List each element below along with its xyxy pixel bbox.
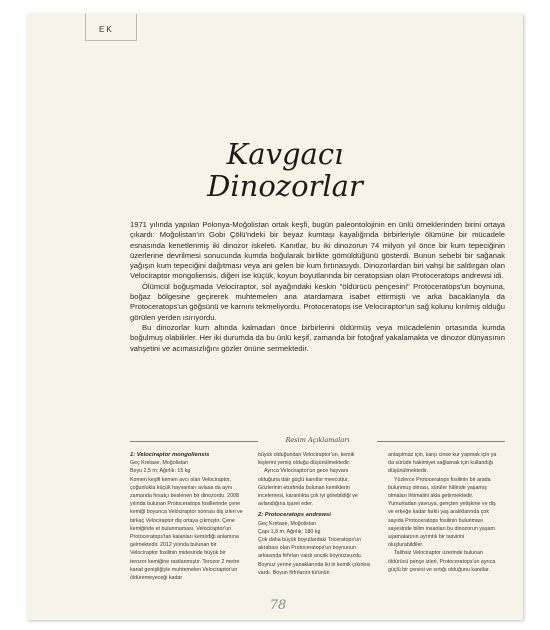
divider-line-left (130, 441, 258, 442)
divider-line-right (377, 441, 505, 442)
caption-line: Talihsiz Velociraptor üzerinde bulunan öldürücü pençe izleri, Protoceratops'un ayrıca güçlü bir çenesi ve sırtığı olduğunu kanıtlar. (388, 550, 496, 573)
caption-line: Boyu 2,5 m; Ağırlık: 15 kg (130, 468, 191, 475)
caption-line: Komen keşifi kemen avcı olan Velociraptor, çoğunlukla küçük hayvanları avlasa da aynı zamanda fırsatçı beslenen bir dinozordu. 2008 yılında bulunan Protoceratops fosillerinde çene kemiği boyunca Velociraptor sonrası diş izleri ve birkaç Velociraptor diş ortaya çıkmıştır. Çene kemiğinde et bulunmaması, Velociraptor'un Protoceratops'tan kalanları kemirdiği anlamına gelmektedir. 2012 yılında bulunan bir Velociraptor fosilinin midesinde büyük bir terozor kemiğine rastlanmıştır. Terozor 2 metre kanat genişliğiyle muhtemelen Velociraptor'un öldüremeyeceği kadar (130, 476, 243, 582)
caption-line: anlaşılmaz için, karşı cinse kur yapmak için ya da sürüde hakimiyet sağlamak için kullandığı düşünülmektedir. (388, 452, 497, 475)
intro-paragraph-3: Bu dinozorlar kum altında kalmadan önce birbirlerini öldürmüş veya mücadelenin ortasında kumda boğulmuş olabilirler. Her iki durumda da bu ünlü keşif, zamanda bir fotoğraf yakalamakta ve dinozor dünyasının vahşetini ve acımasızlığını gözler önüne sermektedir. (130, 322, 505, 353)
page-number: 78 (269, 598, 287, 613)
caption-column-3 (388, 451, 501, 574)
caption-line: Çok daha büyük boyutlardaki Triceratops'un akrabası olan Protoceratops'un boynunun arkasında firfırları vardı ancak boynuzsuzdu. Boynuz yerine yanaklarında iki iri kemik çıkıntısı vardı. Boyun firfırlarını türünün (258, 537, 371, 576)
caption-line: büyük olduğundan Velociraptor'un, kemik leşlerini yemiş olduğu düşünülmektedir. (258, 452, 355, 467)
captions-heading: Resim Açıklamaları (285, 436, 350, 444)
caption-line: Geç Kretase, Moğolistan (258, 520, 316, 527)
caption-line: Ayrıca Velociraptor'un gece hayvanı olduğuna dair güçlü kanıtlar mevcuttur. Gözlerinin etrafında bulunan kemiklerin incelemesi, karanlıkta çok iyi görebildiği ve avlandığına işaret eder. (258, 468, 358, 508)
captions-divider (130, 436, 505, 446)
caption-column-1 (130, 451, 243, 582)
title-line-2: Dinozorlar (207, 169, 363, 203)
intro-text (130, 220, 505, 354)
caption-line: Geç Kretase, Moğolistan (130, 460, 188, 467)
caption-line: Yüzlerce Protoceratops fosilinin bir arada bulunmuş olması, sürüler hâlinde yaşamış olmaları ihtimalini akla getirmektedir. Yumurtadan yavruya, gençten yetişkine ve diş ve erkeğe kadar farklı yaş aralıklarında çok sayıda Protoceratops fosilinin bulunması sayesinde bilim insanları bu dinozorun yaşam aşamalarının ayrıntılı bir tasvirini oluşturabildiler. (388, 476, 496, 549)
title-line-1: Kavgacı (226, 137, 344, 171)
section-tab-label: EK (99, 25, 114, 34)
intro-paragraph-1: 1971 yılında yapılan Polonya-Moğolistan ortak keşfi, bugün paleontolojinin en ünlü örneklerinden birini ortaya çıkardı: Moğolistan'ın Gobi Çölü'ndeki bir beyaz kumtaşı kayalığında birbirleriyle ölümüne bir mücadele esnasında kenetlenmiş iki dinozor iskeleti. Kanıtlar, bu iki dinozorun 74 milyon yıl önce bir kum tepeciğinin üzerlerine devrilmesi sonucunda kumda boğularak birlikte gömüldüğünü gösterdi. Bunun sebebi bir sağanak yağışın kum tepeciğini dağıtması veya ani gelen bir kum fırtınasıydı. Dinozorlardan biri vahşi bir saldırgan olan Velociraptor mongoliensis, diğeri ise küçük, koyun boyutlarında bir ceratopsian olan Protoceratops andrewsi idi. (130, 220, 505, 281)
caption-column-2 (258, 451, 371, 577)
page-title (160, 138, 410, 202)
caption-line: Çapı 1,8 m; Ağırlık: 180 kg (258, 528, 321, 535)
section-tab (85, 14, 137, 41)
caption-title-1: 1: Velociraptor mongoliensis (130, 452, 210, 458)
caption-title-2: 2: Protoceratops andrewsi (258, 512, 331, 519)
intro-paragraph-2: Ölümcül boğuşmada Velociraptor, sol ayağındaki keskin "öldürücü pençesini" Protoceratops'un boynuna, boğaz bölgesine geçirerek muhtemelen ana atardamara isabet ettirmişti ve arka bacaklarıyla da Protoceratops'un göğsünü ve karnını tekmeliyordu. Protoceratops ise Velociraptor'un sağ kolunu kırılmış olduğu görülen yerden ısırıyordu. (130, 281, 505, 322)
